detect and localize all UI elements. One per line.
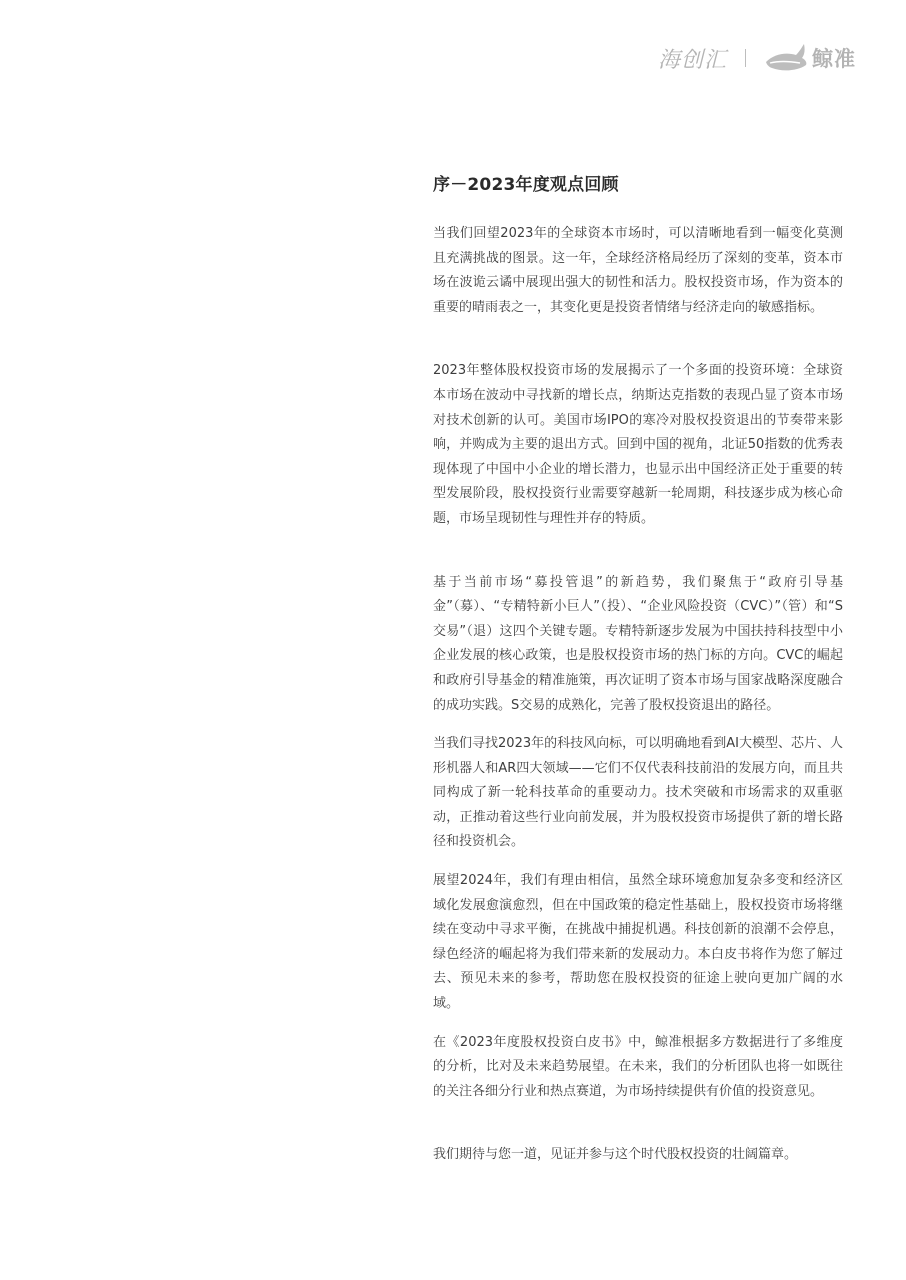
paragraph-key-topics: 基于当前市场“募投管退”的新趋势，我们聚焦于“政府引导基金”（募）、“专精特新小巨人”（投）、“企业风险投资（CVC）”（管）和“S交易”（退）这四个关键专题。专精特新逐步发展为中国扶持科技型中小企业发展的核心政策，也是股权投资市场的热门标的方向。CVC的崛起和政府引导基金的精准施策，再次证明了资本市场与国家战略深度融合的成功实践。S交易的成熟化，完善了股权投资退出的路径。 — [433, 574, 843, 713]
paragraph-intro: 当我们回望2023年的全球资本市场时，可以清晰地看到一幅变化莫测且充满挑战的图景。这一年，全球经济格局经历了深刻的变革，资本市场在波诡云谲中展现出强大的韧性和活力。股权投资市场，作为资本的重要的晴雨表之一，其变化更是投资者情绪与经济走向的敏感指标。 — [433, 226, 843, 315]
logo-divider — [745, 49, 746, 67]
paragraph-whitepaper: 在《2023年度股权投资白皮书》中，鲸准根据多方数据进行了多维度的分析，比对及未来趋势展望。在未来，我们的分析团队也将一如既往的关注各细分行业和热点赛道，为市场持续提供有价值的投资意见。 — [433, 1034, 843, 1099]
page-title: 序－2023年度观点回顾 — [433, 175, 619, 195]
paragraph-market-overview: 2023年整体股权投资市场的发展揭示了一个多面的投资环境：全球资本市场在波动中寻找新的增长点，纳斯达克指数的表现凸显了资本市场对技术创新的认可。美国市场IPO的寒冷对股权投资退出的节奏带来影响，并购成为主要的退出方式。回到中国的视角，北证50指数的优秀表现体现了中国中小企业的增长潜力，也显示出中国经济正处于重要的转型发展阶段，股权投资行业需要穿越新一轮周期，科技逐步成为核心命题，市场呈现韧性与理性并存的特质。 — [433, 363, 843, 526]
header-logos — [658, 38, 856, 78]
paragraph-tech-trends: 当我们寻找2023年的科技风向标，可以明确地看到AI大模型、芯片、人形机器人和AR四大领域——它们不仅代表科技前沿的发展方向，而且共同构成了新一轮科技革命的重要动力。技术突破和市场需求的双重驱动，正推动着这些行业向前发展，并为股权投资市场提供了新的增长路径和投资机会。 — [433, 736, 843, 850]
paragraph-outlook: 展望2024年，我们有理由相信，虽然全球环境愈加复杂多变和经济区域化发展愈演愈烈，但在中国政策的稳定性基础上，股权投资市场将继续在变动中寻求平衡，在挑战中捕捉机遇。科技创新的浪潮不会停息，绿色经济的崛起将为我们带来新的发展动力。本白皮书将作为您了解过去、预见未来的参考，帮助您在股权投资的征途上驶向更加广阔的水域。 — [433, 873, 843, 1012]
preface-content — [433, 172, 843, 1168]
jingzhun-logo-text: 鲸准 — [812, 47, 856, 71]
whale-icon — [764, 42, 808, 74]
jingzhun-logo — [764, 42, 856, 74]
paragraph-closing: 我们期待与您一道，见证并参与这个时代股权投资的壮阔篇章。 — [433, 1147, 798, 1163]
haichuanghui-logo: 海创汇 — [657, 47, 727, 73]
